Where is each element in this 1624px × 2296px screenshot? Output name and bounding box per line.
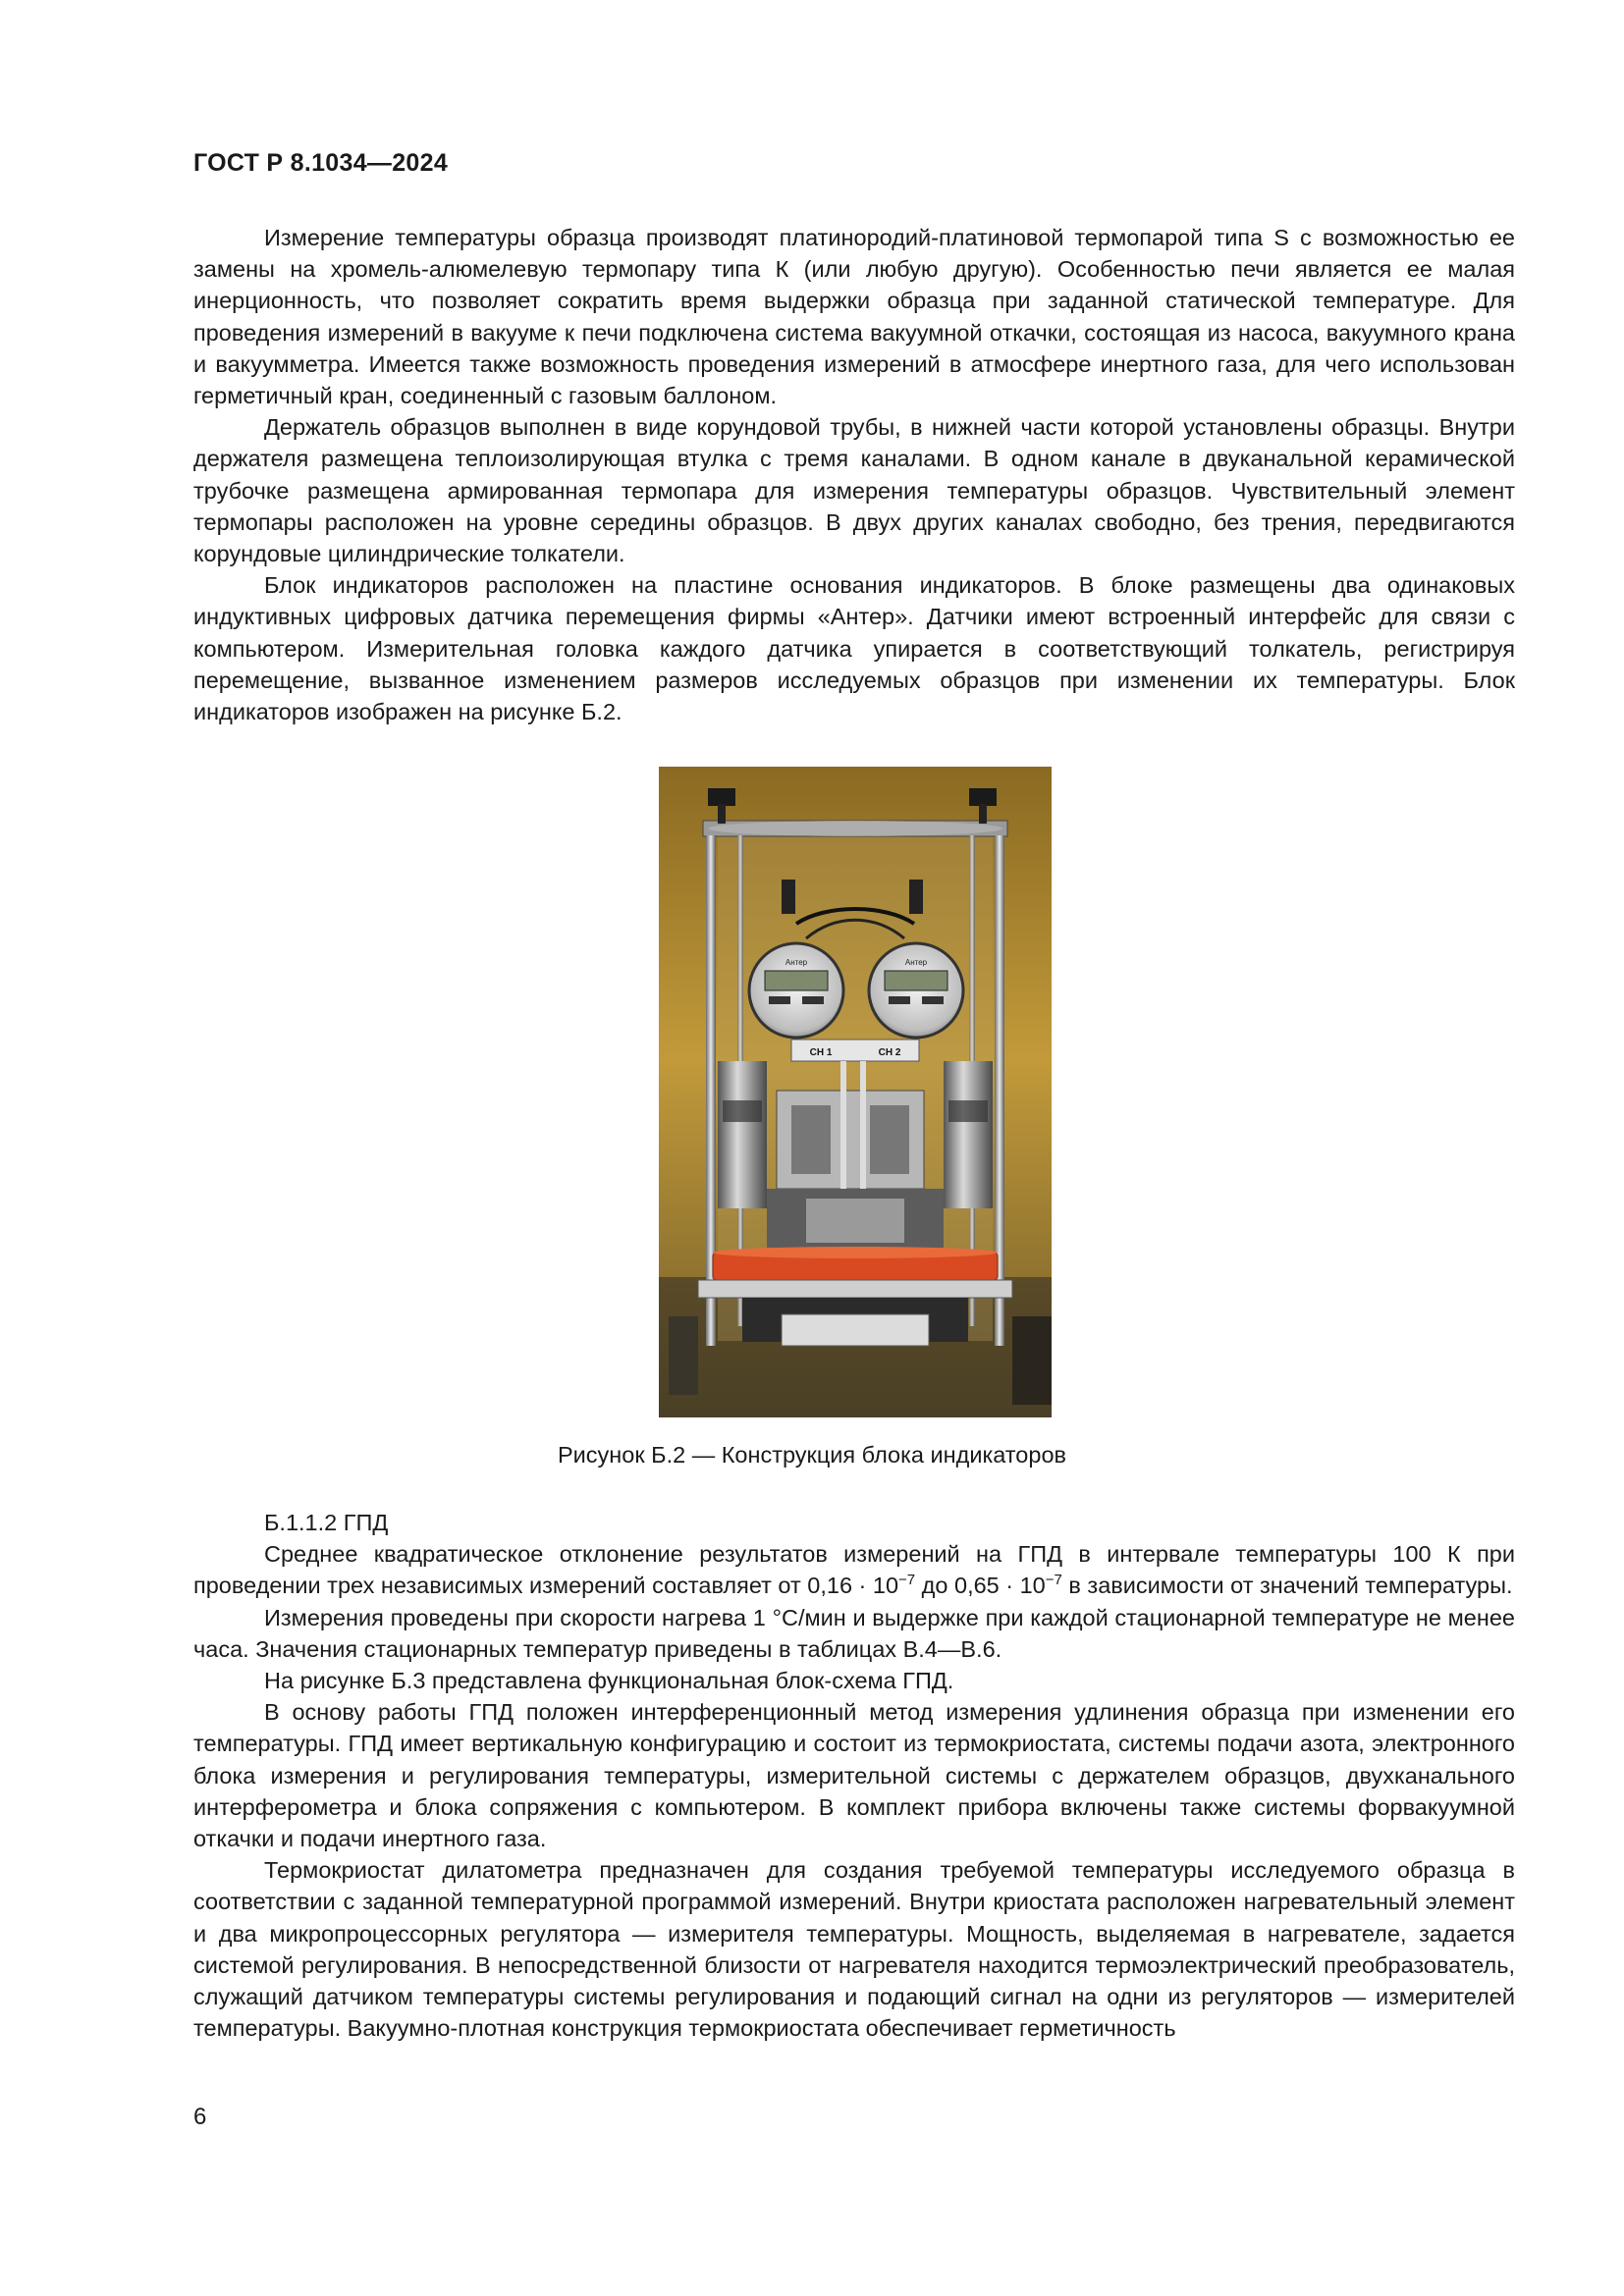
figure-indicator-block-photo	[659, 767, 1052, 1417]
body-text-top	[193, 222, 1515, 727]
indicator-brand-label-right: Антер	[904, 958, 928, 967]
paragraph-thermocouple: Измерение температуры образца производят платинородий-платиновой термопарой типа S с возможностью ее замены на хромель-алюмелевую термопару типа К (или любую другую). Особенностью печи является ее малая инерционность, что позволяет сократить время выдержки образца при заданной статической температуре. Для проведения измерений в вакууме к печи подключена система вакуумной откачки, состоящая из насоса, вакуумного крана и вакуумметра. Имеется также возможность проведения измерений в атмосфере инертного газа, для чего использован герметичный кран, соединенный с газовым баллоном.	[193, 225, 1515, 409]
paragraph-block-diagram-ref: На рисунке Б.3 представлена функциональная блок-схема ГПД.	[264, 1668, 954, 1694]
paragraph-heating-rate: Измерения проведены при скорости нагрева 1 °С/мин и выдержке при каждой стационарной температуре не менее часа. Значения стационарных температур приведены в таблицах В.4—В.6.	[193, 1604, 1515, 1662]
indicator-brand-label-left: Антер	[785, 958, 808, 967]
figure-caption: Рисунок Б.2 — Конструкция блока индикаторов	[558, 1442, 1066, 1468]
paragraph-standard-deviation: Среднее квадратическое отклонение результатов измерений на ГПД в интервале температуры 100 К при проведении трех независимых измерений составляет от $0,16 \cdot 10^{-7}$ до $0,65 \cdot 10^{-7}$ в зависимости от значений температуры.	[193, 1541, 1515, 1599]
channel-2-label: CH 2	[878, 1047, 901, 1058]
paragraph-thermocryostat: Термокриостат дилатометра предназначен для создания требуемой температуры исследуемого образца в соответствии с заданной температурной программой измерений. Внутри криостата расположен нагревательный элемент и два микропроцессорных регулятора — измерителя температуры. Мощность, выделяемая в нагревателе, задается системой регулирования. В непосредственной близости от нагревателя находится термоэлектрический преобразователь, служащий датчиком температуры системы регулирования и подающий сигнал на одни из регуляторов — измерителей температуры. Вакуумно-плотная конструкция термокриостата обеспечивает герметичность	[193, 1857, 1515, 2042]
document-header: ГОСТ Р 8.1034—2024	[193, 149, 449, 177]
page-number: 6	[193, 2104, 207, 2130]
channel-1-label: CH 1	[809, 1047, 833, 1058]
body-text-bottom	[193, 1507, 1515, 2044]
section-heading: Б.1.1.2 ГПД	[264, 1510, 389, 1535]
paragraph-interference-method: В основу работы ГПД положен интерференционный метод измерения удлинения образца при изменении его температуры. ГПД имеет вертикальную конфигурацию и состоит из термокриостата, системы подачи азота, электронного блока измерения и регулирования температуры, измерительной системы с держателем образцов, двухканального интерферометра и блока сопряжения с компьютером. В комплект прибора включены также системы форвакуумной откачки и подачи инертного газа.	[193, 1699, 1515, 1852]
paragraph-sample-holder: Держатель образцов выполнен в виде корундовой трубы, в нижней части которой установлены образцы. Внутри держателя размещена теплоизолирующая втулка с тремя каналами. В одном канале в двуканальной керамической трубочке размещена армированная термопара для измерения температуры образцов. Чувствительный элемент термопары расположен на уровне середины образцов. В двух других каналах свободно, без трения, передвигаются корундовые цилиндрические толкатели.	[193, 414, 1515, 567]
paragraph-indicator-block: Блок индикаторов расположен на пластине основания индикаторов. В блоке размещены два одинаковых индуктивных цифровых датчика перемещения фирмы «Антер». Датчики имеют встроенный интерфейс для связи с компьютером. Измерительная головка каждого датчика упирается в соответствующий толкатель, регистрируя перемещение, вызванное изменением размеров исследуемых образцов при изменении их температуры. Блок индикаторов изображен на рисунке Б.2.	[193, 572, 1515, 725]
